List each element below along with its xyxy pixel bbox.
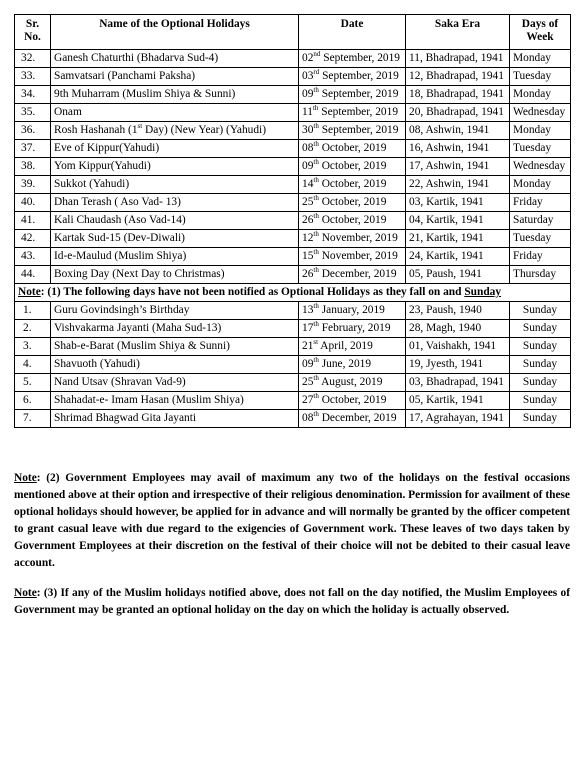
date-cell bbox=[299, 194, 406, 212]
saka-era-cell: 12, Bhadrapad, 1941 bbox=[406, 68, 510, 86]
date-suffix: st bbox=[313, 338, 319, 347]
holiday-name-cell bbox=[51, 50, 299, 68]
date-cell bbox=[299, 158, 406, 176]
table-row bbox=[15, 122, 571, 140]
date-day: 26 bbox=[302, 268, 314, 280]
date-cell bbox=[299, 122, 406, 140]
date-cell bbox=[299, 212, 406, 230]
date-day: 11 bbox=[302, 106, 313, 118]
date-day: 02 bbox=[302, 52, 314, 64]
holiday-name-rest: Day) (New Year) (Yahudi) bbox=[142, 124, 267, 136]
note-1-body: : (1) The following days have not been notified as Optional Holidays as they fall on and bbox=[40, 286, 465, 298]
table-row bbox=[15, 248, 571, 266]
date-suffix: th bbox=[313, 212, 319, 221]
note-1-underlined: Sunday bbox=[464, 286, 502, 298]
holiday-name: Id-e-Maulud (Muslim Shiya) bbox=[54, 250, 187, 262]
table-row bbox=[15, 140, 571, 158]
date-cell bbox=[299, 140, 406, 158]
note-3-label: Note bbox=[14, 587, 37, 599]
sr-number-cell: 42. bbox=[15, 230, 51, 248]
date-day: 17 bbox=[302, 322, 314, 334]
date-day: 08 bbox=[302, 412, 314, 424]
holiday-name: Eve of Kippur(Yahudi) bbox=[54, 142, 160, 154]
holiday-name-cell bbox=[51, 140, 299, 158]
weekday-cell: Tuesday bbox=[510, 230, 571, 248]
holiday-name: Kartak Sud-15 (Dev-Diwali) bbox=[54, 232, 185, 244]
date-cell bbox=[299, 50, 406, 68]
saka-era-cell: 03, Bhadrapad, 1941 bbox=[406, 374, 510, 392]
table-row bbox=[15, 356, 571, 374]
date-month-year: August, 2019 bbox=[321, 376, 383, 388]
sr-number-cell: 3. bbox=[15, 338, 51, 356]
holiday-name-cell bbox=[51, 266, 299, 284]
date-month-year: October, 2019 bbox=[321, 178, 387, 190]
table-row bbox=[15, 410, 571, 428]
saka-era-cell: 05, Paush, 1941 bbox=[406, 266, 510, 284]
date-day: 27 bbox=[302, 394, 314, 406]
sr-number-cell: 2. bbox=[15, 320, 51, 338]
sr-number-cell: 1. bbox=[15, 302, 51, 320]
date-day: 25 bbox=[302, 376, 314, 388]
saka-era-cell: 23, Paush, 1940 bbox=[406, 302, 510, 320]
date-cell bbox=[299, 392, 406, 410]
date-cell bbox=[299, 176, 406, 194]
table-row bbox=[15, 176, 571, 194]
date-month-year: December, 2019 bbox=[321, 268, 397, 280]
sr-number-cell: 38. bbox=[15, 158, 51, 176]
saka-era-cell: 19, Jyesth, 1941 bbox=[406, 356, 510, 374]
date-suffix: th bbox=[313, 356, 319, 365]
saka-era-cell: 17, Ashwin, 1941 bbox=[406, 158, 510, 176]
holiday-name: Ganesh Chaturthi (Bhadarva Sud-4) bbox=[54, 52, 219, 64]
date-day: 25 bbox=[302, 196, 314, 208]
note-2-paragraph bbox=[14, 470, 570, 572]
saka-era-cell: 21, Kartik, 1941 bbox=[406, 230, 510, 248]
saka-era-cell: 08, Ashwin, 1941 bbox=[406, 122, 510, 140]
weekday-cell: Sunday bbox=[510, 302, 571, 320]
saka-era-cell: 20, Bhadrapad, 1941 bbox=[406, 104, 510, 122]
sr-number-cell: 39. bbox=[15, 176, 51, 194]
sr-number-cell: 34. bbox=[15, 86, 51, 104]
sr-number-cell: 7. bbox=[15, 410, 51, 428]
holiday-name-cell bbox=[51, 122, 299, 140]
date-suffix: rd bbox=[313, 68, 320, 77]
col-header-date: Date bbox=[299, 15, 406, 50]
sr-number-cell: 4. bbox=[15, 356, 51, 374]
date-suffix: th bbox=[313, 302, 319, 311]
weekday-cell: Monday bbox=[510, 50, 571, 68]
holiday-name-cell bbox=[51, 176, 299, 194]
holiday-name: Samvatsari (Panchami Paksha) bbox=[54, 70, 196, 82]
saka-era-cell: 11, Bhadrapad, 1941 bbox=[406, 50, 510, 68]
date-suffix: th bbox=[313, 248, 319, 257]
table-header-row bbox=[15, 15, 571, 50]
holiday-name: Shab-e-Barat (Muslim Shiya & Sunni) bbox=[54, 340, 230, 352]
sr-number-cell: 41. bbox=[15, 212, 51, 230]
table-row bbox=[15, 212, 571, 230]
holiday-name: Guru Govindsingh’s Birthday bbox=[54, 304, 190, 316]
note-3-paragraph bbox=[14, 585, 570, 619]
col-header-saka-era: Saka Era bbox=[406, 15, 510, 50]
date-cell bbox=[299, 320, 406, 338]
note-3-text: : (3) If any of the Muslim holidays notified above, does not fall on the day notified, the Muslim Employees of Government may be granted an optional holiday on the day on which the holiday is actually observed. bbox=[14, 587, 570, 616]
holiday-name: Shahadat-e- Imam Hasan (Muslim Shiya) bbox=[54, 394, 244, 406]
date-month-year: October, 2019 bbox=[321, 214, 387, 226]
holiday-name: Shrimad Bhagwad Gita Jayanti bbox=[54, 412, 197, 424]
holiday-name-cell bbox=[51, 374, 299, 392]
date-month-year: February, 2019 bbox=[321, 322, 391, 334]
table-row bbox=[15, 338, 571, 356]
holiday-name-cell bbox=[51, 104, 299, 122]
date-suffix: th bbox=[313, 194, 319, 203]
date-month-year: October, 2019 bbox=[321, 160, 387, 172]
date-day: 21 bbox=[302, 340, 314, 352]
optional-holidays-table bbox=[14, 14, 571, 428]
weekday-cell: Sunday bbox=[510, 410, 571, 428]
weekday-cell: Monday bbox=[510, 86, 571, 104]
holiday-name-cell bbox=[51, 86, 299, 104]
date-month-year: October, 2019 bbox=[321, 394, 387, 406]
weekday-cell: Wednesday bbox=[510, 104, 571, 122]
date-day: 08 bbox=[302, 142, 314, 154]
saka-era-cell: 04, Kartik, 1941 bbox=[406, 212, 510, 230]
sr-number-cell: 36. bbox=[15, 122, 51, 140]
table-row bbox=[15, 158, 571, 176]
weekday-cell: Sunday bbox=[510, 338, 571, 356]
saka-era-cell: 24, Kartik, 1941 bbox=[406, 248, 510, 266]
saka-era-cell: 17, Agrahayan, 1941 bbox=[406, 410, 510, 428]
date-suffix: th bbox=[313, 320, 319, 329]
holiday-name: Nand Utsav (Shravan Vad-9) bbox=[54, 376, 186, 388]
sr-number-cell: 32. bbox=[15, 50, 51, 68]
sr-number-cell: 43. bbox=[15, 248, 51, 266]
saka-era-cell: 22, Ashwin, 1941 bbox=[406, 176, 510, 194]
date-cell bbox=[299, 356, 406, 374]
holiday-name-cell bbox=[51, 320, 299, 338]
date-month-year: October, 2019 bbox=[321, 196, 387, 208]
holiday-name: Yom Kippur(Yahudi) bbox=[54, 160, 151, 172]
table-row bbox=[15, 50, 571, 68]
holiday-name-cell bbox=[51, 356, 299, 374]
date-suffix: nd bbox=[313, 50, 321, 59]
note-1-row bbox=[15, 284, 571, 302]
date-cell bbox=[299, 86, 406, 104]
date-suffix: th bbox=[313, 374, 319, 383]
date-month-year: April, 2019 bbox=[320, 340, 373, 352]
holiday-name: Onam bbox=[54, 106, 82, 118]
date-suffix: th bbox=[313, 122, 319, 131]
date-month-year: January, 2019 bbox=[321, 304, 385, 316]
date-day: 30 bbox=[302, 124, 314, 136]
date-suffix: th bbox=[312, 104, 319, 113]
table-row bbox=[15, 320, 571, 338]
date-month-year: September, 2019 bbox=[321, 88, 399, 100]
table-row bbox=[15, 86, 571, 104]
holiday-name: 9th Muharram (Muslim Shiya & Sunni) bbox=[54, 88, 236, 100]
date-suffix: th bbox=[313, 86, 319, 95]
holiday-name-cell bbox=[51, 410, 299, 428]
date-cell bbox=[299, 104, 406, 122]
weekday-cell: Tuesday bbox=[510, 140, 571, 158]
date-month-year: November, 2019 bbox=[321, 232, 398, 244]
date-day: 15 bbox=[302, 250, 314, 262]
holiday-name-cell bbox=[51, 230, 299, 248]
date-cell bbox=[299, 266, 406, 284]
date-cell bbox=[299, 410, 406, 428]
holiday-name: Boxing Day (Next Day to Christmas) bbox=[54, 268, 225, 280]
sr-number-cell: 5. bbox=[15, 374, 51, 392]
weekday-cell: Sunday bbox=[510, 392, 571, 410]
weekday-cell: Monday bbox=[510, 176, 571, 194]
date-day: 14 bbox=[302, 178, 314, 190]
date-day: 26 bbox=[302, 214, 314, 226]
sr-number-cell: 44. bbox=[15, 266, 51, 284]
date-cell bbox=[299, 374, 406, 392]
table-row bbox=[15, 266, 571, 284]
table-row bbox=[15, 302, 571, 320]
date-month-year: October, 2019 bbox=[321, 142, 387, 154]
date-cell bbox=[299, 302, 406, 320]
date-suffix: th bbox=[313, 266, 319, 275]
saka-era-cell: 03, Kartik, 1941 bbox=[406, 194, 510, 212]
holiday-name-cell bbox=[51, 194, 299, 212]
saka-era-cell: 16, Ashwin, 1941 bbox=[406, 140, 510, 158]
note-1-label: Note bbox=[18, 286, 41, 298]
date-day: 12 bbox=[302, 232, 314, 244]
weekday-cell: Tuesday bbox=[510, 68, 571, 86]
date-month-year: September, 2019 bbox=[321, 124, 399, 136]
date-cell bbox=[299, 338, 406, 356]
table-row bbox=[15, 194, 571, 212]
saka-era-cell: 05, Kartik, 1941 bbox=[406, 392, 510, 410]
sr-number-cell: 40. bbox=[15, 194, 51, 212]
date-suffix: th bbox=[313, 392, 319, 401]
holiday-rows bbox=[15, 50, 571, 284]
date-month-year: June, 2019 bbox=[321, 358, 372, 370]
date-cell bbox=[299, 230, 406, 248]
note-2-label: Note bbox=[14, 472, 37, 484]
holiday-name-cell bbox=[51, 392, 299, 410]
table-row bbox=[15, 68, 571, 86]
date-month-year: September, 2019 bbox=[323, 52, 400, 64]
date-day: 09 bbox=[302, 160, 314, 172]
date-month-year: September, 2019 bbox=[322, 70, 399, 82]
date-day: 09 bbox=[302, 88, 314, 100]
holiday-name: Vishvakarma Jayanti (Maha Sud-13) bbox=[54, 322, 222, 334]
col-header-name: Name of the Optional Holidays bbox=[51, 15, 299, 50]
holiday-name: Rosh Hashanah (1 bbox=[54, 124, 138, 136]
weekday-cell: Thursday bbox=[510, 266, 571, 284]
table-row bbox=[15, 104, 571, 122]
holiday-name: Kali Chaudash (Aso Vad-14) bbox=[54, 214, 186, 226]
col-header-sr-no: Sr. No. bbox=[15, 15, 51, 50]
date-day: 13 bbox=[302, 304, 314, 316]
weekday-cell: Sunday bbox=[510, 320, 571, 338]
holiday-name-cell bbox=[51, 302, 299, 320]
weekday-cell: Saturday bbox=[510, 212, 571, 230]
holiday-name-cell bbox=[51, 248, 299, 266]
holiday-name: Dhan Terash ( Aso Vad- 13) bbox=[54, 196, 181, 208]
date-cell bbox=[299, 248, 406, 266]
sr-number-cell: 6. bbox=[15, 392, 51, 410]
weekday-cell: Sunday bbox=[510, 374, 571, 392]
date-suffix: th bbox=[313, 176, 319, 185]
holiday-name-cell bbox=[51, 158, 299, 176]
weekday-cell: Wednesday bbox=[510, 158, 571, 176]
holiday-name-sup: st bbox=[137, 122, 143, 131]
sr-number-cell: 33. bbox=[15, 68, 51, 86]
saka-era-cell: 01, Vaishakh, 1941 bbox=[406, 338, 510, 356]
holiday-name-cell bbox=[51, 212, 299, 230]
date-day: 09 bbox=[302, 358, 314, 370]
holiday-name-cell bbox=[51, 68, 299, 86]
date-suffix: th bbox=[313, 140, 319, 149]
sunday-holiday-rows bbox=[15, 302, 571, 428]
date-month-year: November, 2019 bbox=[321, 250, 398, 262]
weekday-cell: Monday bbox=[510, 122, 571, 140]
date-month-year: December, 2019 bbox=[321, 412, 397, 424]
table-row bbox=[15, 392, 571, 410]
date-suffix: th bbox=[313, 158, 319, 167]
note-1-text bbox=[15, 284, 571, 302]
weekday-cell: Friday bbox=[510, 194, 571, 212]
sr-number-cell: 37. bbox=[15, 140, 51, 158]
weekday-cell: Sunday bbox=[510, 356, 571, 374]
date-suffix: th bbox=[313, 230, 319, 239]
saka-era-cell: 28, Magh, 1940 bbox=[406, 320, 510, 338]
date-suffix: th bbox=[313, 410, 319, 419]
saka-era-cell: 18, Bhadrapad, 1941 bbox=[406, 86, 510, 104]
sr-number-cell: 35. bbox=[15, 104, 51, 122]
holiday-name: Sukkot (Yahudi) bbox=[54, 178, 130, 190]
col-header-day-of-week: Days of Week bbox=[510, 15, 571, 50]
weekday-cell: Friday bbox=[510, 248, 571, 266]
table-row bbox=[15, 374, 571, 392]
table-row bbox=[15, 230, 571, 248]
date-day: 03 bbox=[302, 70, 314, 82]
holiday-name-cell bbox=[51, 338, 299, 356]
note-2-text: : (2) Government Employees may avail of maximum any two of the holidays on the festival occasions mentioned above at their option and irrespective of their religious denomination. Permission for availment of these optional holidays should however, be applied for in advance and will normally be granted by the officer competent to grant casual leave with due regard to the exigencies of Government work. These leaves of two days taken by Government Employees at their discretion on the festival of their choice will not be debited to their casual leave account. bbox=[14, 472, 570, 569]
holiday-name: Shavuoth (Yahudi) bbox=[54, 358, 140, 370]
date-month-year: September, 2019 bbox=[321, 106, 399, 118]
date-cell bbox=[299, 68, 406, 86]
